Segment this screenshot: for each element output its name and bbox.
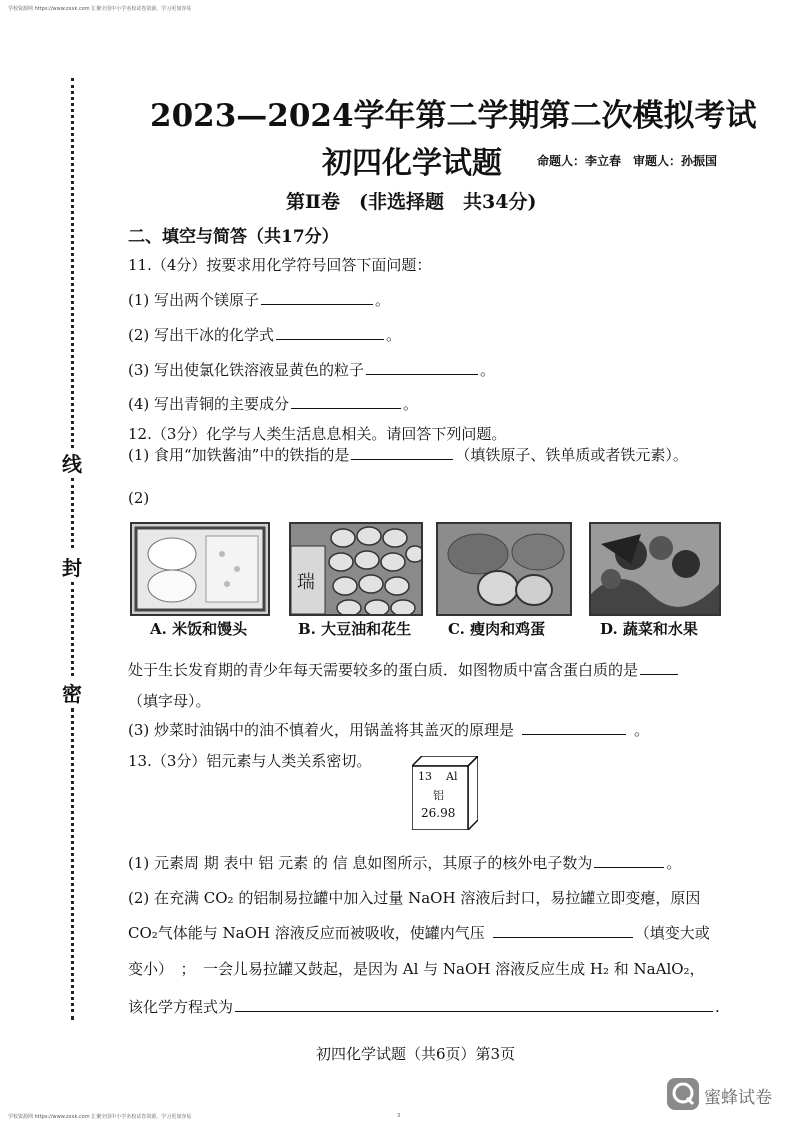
q11-p2-text: (2) 写出干冰的化学式 (128, 326, 275, 344)
subject-title: 初四化学试题 (322, 146, 502, 181)
q11-part2: (2) 写出干冰的化学式 。 (128, 326, 402, 344)
binding-dotted-line-mid1 (71, 478, 74, 548)
q11-part3: (3) 写出使氯化铁溶液显黄色的粒子 。 (128, 361, 496, 379)
q13-part2-line4: 该化学方程式为 . (128, 998, 720, 1016)
part-title: 二、填空与简答（共17分） (128, 227, 339, 247)
q12-p2-label: (2) (128, 489, 150, 507)
answer-blank[interactable] (261, 290, 373, 305)
q13-stem: 13.（3分）铝元素与人类关系密切。 (128, 752, 372, 770)
q12-part3: (3) 炒菜时油锅中的油不慎着火，用锅盖将其盖灭的原理是 。 (128, 721, 650, 739)
answer-blank[interactable] (594, 853, 664, 868)
q11-part4: (4) 写出青铜的主要成分 。 (128, 395, 419, 413)
photo-vegetables-fruit (589, 522, 721, 616)
element-mass: 26.98 (421, 806, 456, 820)
watermark-logo (666, 1075, 786, 1113)
q12-p1-text: (1) 食用“加铁酱油”中的铁指的是 (128, 446, 350, 464)
q11-part1: (1) 写出两个镁原子 。 (128, 291, 391, 309)
q12-part2-tail: （填字母）。 (128, 692, 211, 710)
answer-blank[interactable] (640, 660, 678, 675)
binding-dotted-line-top (71, 78, 74, 448)
q12-stem: 12.（3分）化学与人类生活息息相关。请回答下列问题。 (128, 425, 507, 443)
side-char-line: 线 (62, 452, 82, 476)
answer-blank[interactable] (493, 923, 633, 938)
q11-p1-text: (1) 写出两个镁原子 (128, 291, 260, 309)
caption-c: C. 瘦肉和鸡蛋 (448, 620, 546, 638)
photo-soy-oil-peanuts (289, 522, 423, 616)
header-source-text: 学校资源网 https://www.zxxk.com 汇聚全国中小学名校试卷资源，学习更加容易 (8, 6, 192, 12)
element-number: 13 (418, 770, 432, 783)
q11-p4-text: (4) 写出青铜的主要成分 (128, 395, 290, 413)
q11-p3-text: (3) 写出使氯化铁溶液显黄色的粒子 (128, 361, 365, 379)
caption-a: A. 米饭和馒头 (150, 620, 248, 638)
side-char-seal: 封 (62, 556, 82, 580)
q13-part2-line3: 变小） ； 一会儿易拉罐又鼓起，是因为 Al 与 NaOH 溶液反应生成 H₂ 和 NaAlO₂， (128, 960, 705, 978)
answer-blank[interactable] (235, 997, 713, 1012)
side-char-secret: 密 (62, 682, 82, 706)
watermark-q-icon (666, 1077, 700, 1111)
answer-blank[interactable] (366, 360, 478, 375)
photo-rice-buns (130, 522, 270, 616)
element-name: 铝 (433, 789, 444, 802)
binding-dotted-line-bottom (71, 708, 74, 1020)
binding-dotted-line-mid2 (71, 582, 74, 676)
watermark-text: 蜜蜂试卷 (704, 1088, 772, 1108)
q13-part2-line1: (2) 在充满 CO₂ 的铝制易拉罐中加入过量 NaOH 溶液后封口，易拉罐立即变瘪，原因 (128, 889, 701, 907)
authors: 命题人：李立春 审题人：孙振国 (537, 154, 718, 168)
exam-title: 2023—2024学年第二学期第二次模拟考试 (150, 98, 757, 134)
answer-blank[interactable] (291, 394, 401, 409)
photo-meat-eggs (436, 522, 572, 616)
q13-part1: (1) 元素周 期 表中 铝 元素 的 信 息如图所示，其原子的核外电子数为 。 (128, 854, 682, 872)
q12-part1: (1) 食用“加铁酱油”中的铁指的是 （填铁原子、铁单质或者铁元素）。 (128, 446, 688, 464)
caption-b: B. 大豆油和花生 (298, 620, 412, 638)
footer-source-text: 学校资源网 https://www.zxxk.com 汇聚全国中小学名校试卷资源，学习更加容易 (8, 1114, 192, 1120)
answer-blank[interactable] (276, 325, 384, 340)
answer-blank[interactable] (522, 720, 626, 735)
svg-text:瑞: 瑞 (297, 572, 315, 593)
footer-page-number: 3 (397, 1113, 401, 1119)
page-footer: 初四化学试题（共6页）第3页 (316, 1045, 516, 1063)
periodic-table-cell-aluminum (412, 756, 478, 830)
q13-part2-line2: CO₂气体能与 NaOH 溶液反应而被吸收，使罐内气压 （填变大或 (128, 924, 710, 942)
answer-blank[interactable] (351, 445, 453, 460)
caption-d: D. 蔬菜和水果 (600, 620, 698, 638)
element-symbol: Al (446, 770, 458, 783)
q11-stem: 11.（4分）按要求用化学符号回答下面问题： (128, 256, 432, 274)
section-title: 第Ⅱ卷 (非选择题 共34分) (286, 191, 537, 213)
q12-part2-text: 处于生长发育期的青少年每天需要较多的蛋白质．如图物质中富含蛋白质的是 (128, 659, 680, 680)
